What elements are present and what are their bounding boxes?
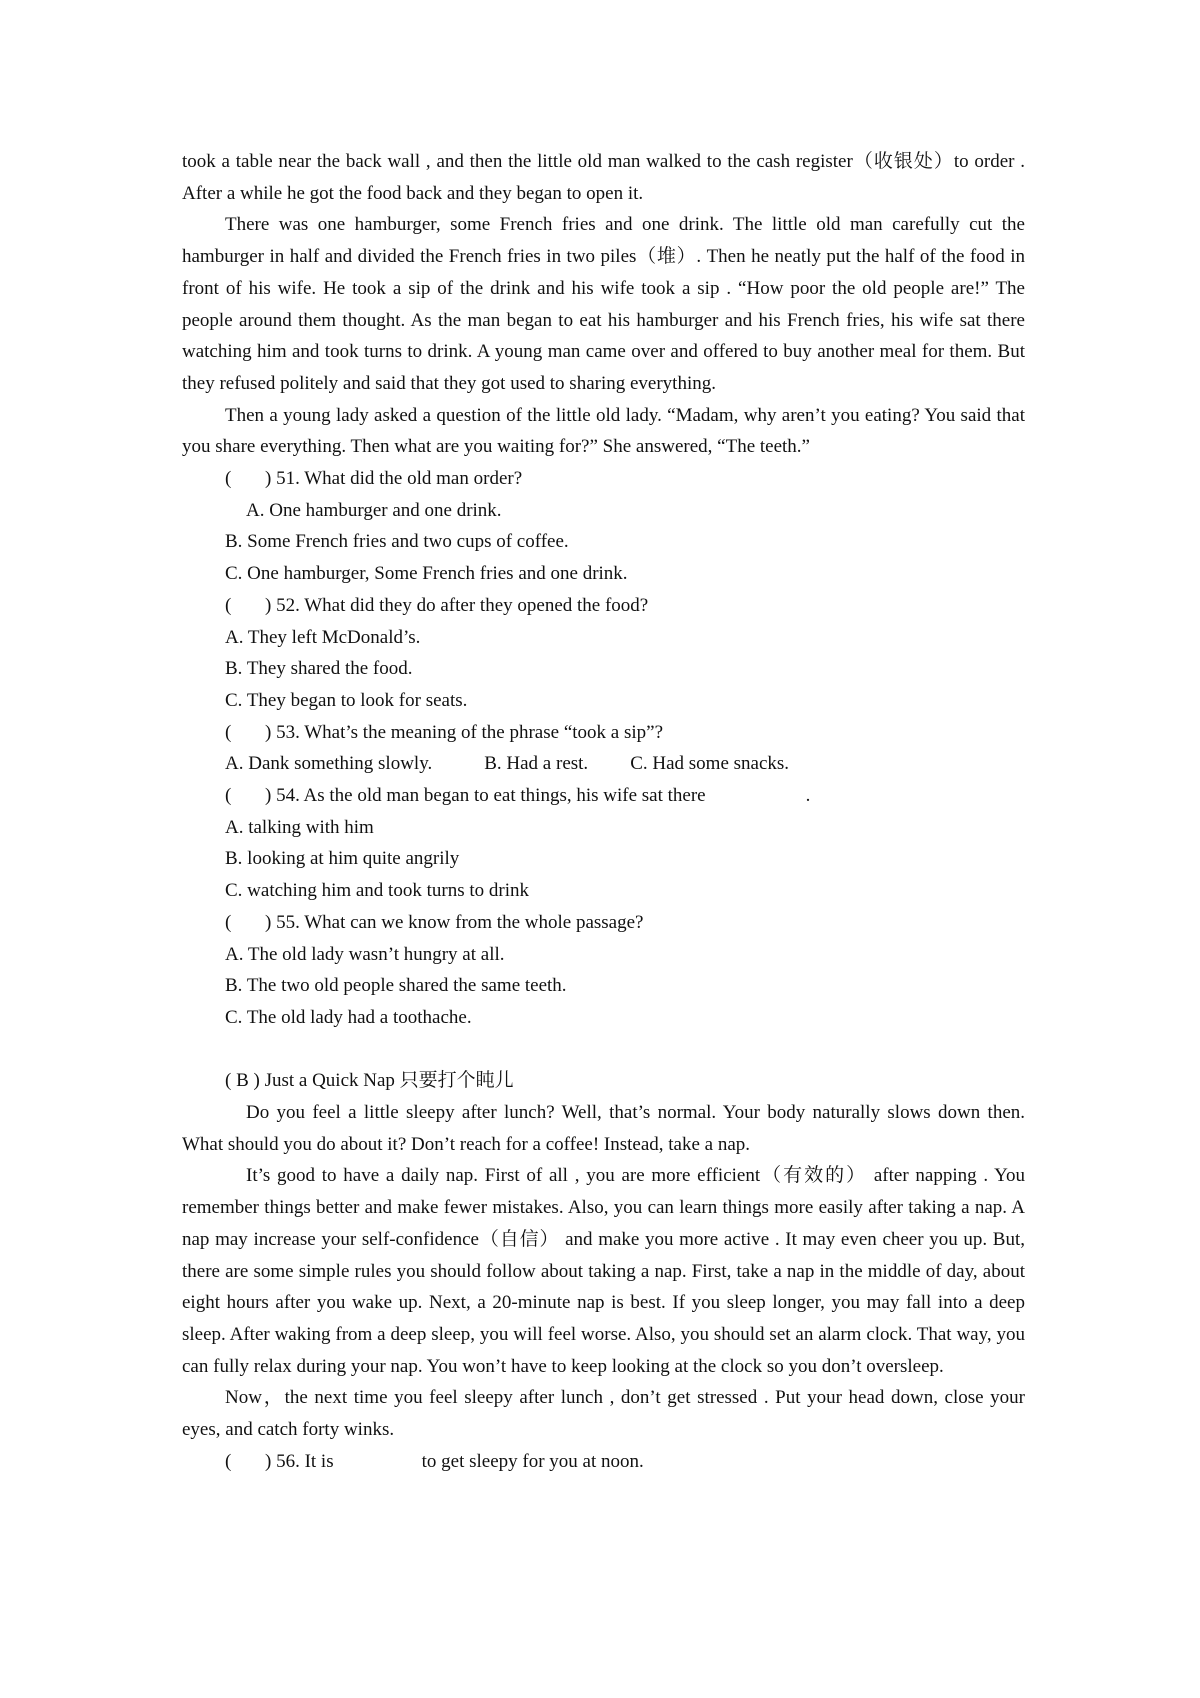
option-b: B. looking at him quite angrily — [225, 848, 460, 870]
option-c: C. One hamburger, Some French fries and one drink. — [225, 563, 628, 585]
stem-end: . — [805, 785, 811, 807]
passage-b-paragraph-2: It’s good to have a daily nap. First of all , you are more efficient（有效的） after napping . You remember things better and make fewer mistakes. Also, you can learn things more easily after taking a nap. A nap may increase your self-confidence（自信） and make you more active . It may even cheer you up. But, there are some simple rules you should follow about taking a nap. First, take a nap in the middle of day, about eight hours after you wake up. Next, a 20-minute nap is best. If you sleep longer, you may fall into a deep sleep. After waking from a deep sleep, you will feel worse. Also, you should set an alarm clock. That way, you can fully relax during your nap. You won’t have to keep looking at the clock so you don’t oversleep. — [182, 1165, 1025, 1377]
question-54 — [182, 780, 1025, 812]
question-55 — [182, 907, 1025, 939]
answer-bracket[interactable]: ( — [225, 594, 232, 616]
option-a: A. talking with him — [225, 816, 374, 838]
answer-bracket[interactable]: ( — [225, 468, 232, 490]
option-a: A. They left McDonald’s. — [225, 626, 421, 648]
question-stem: ) 52. What did they do after they opened the food? — [265, 594, 649, 616]
option-c: C. They began to look for seats. — [225, 689, 468, 711]
answer-bracket[interactable]: ( — [225, 721, 232, 743]
passage-b-title: ( B ) Just a Quick Nap 只要打个盹儿 — [225, 1070, 514, 1092]
options-row — [182, 748, 1025, 780]
option-b: B. Had a rest. — [484, 753, 589, 775]
passage-a-paragraph-2: There was one hamburger, some French fries and one drink. The little old man carefully cut the hamburger in half and divided the French fries in two piles（堆）. Then he neatly put the half of the food in front of his wife. He took a sip of the drink and his wife took a sip . “How poor the old people are!” The people around them thought. As the man began to eat his hamburger and his French fries, his wife sat there watching him and took turns to drink. A young man came over and offered to buy another meal for them. But they refused politely and said that they got used to sharing everything. — [182, 214, 1025, 394]
question-stem: ) 51. What did the old man order? — [265, 468, 523, 490]
passage-b-paragraph-1: Do you feel a little sleepy after lunch? Well, that’s normal. Your body naturally slows down then. What should you do about it? Don’t reach for a coffee! Instead, take a nap. — [182, 1102, 1025, 1155]
answer-bracket[interactable]: ( — [225, 1450, 232, 1472]
answer-bracket[interactable]: ( — [225, 785, 232, 807]
stem-end: to get sleepy for you at noon. — [421, 1450, 644, 1472]
question-stem: ) 55. What can we know from the whole passage? — [265, 911, 644, 933]
question-56 — [182, 1446, 1025, 1478]
passage-b-paragraph-3: Now，the next time you feel sleepy after lunch , don’t get stressed . Put your head down, close your eyes, and catch forty winks. — [182, 1387, 1025, 1441]
option-c: C. The old lady had a toothache. — [225, 1006, 472, 1028]
exam-page — [182, 146, 1025, 1478]
question-stem: ) 54. As the old man began to eat things, his wife sat there — [265, 785, 706, 807]
option-c: C. watching him and took turns to drink — [225, 880, 529, 902]
section-gap — [182, 1034, 1025, 1066]
question-stem: ) 56. It is — [265, 1450, 334, 1472]
option-a: A. Dank something slowly. — [225, 753, 433, 775]
answer-bracket[interactable]: ( — [225, 911, 232, 933]
passage-a-paragraph-3: Then a young lady asked a question of the little old lady. “Madam, why aren’t you eating? You said that you share everything. Then what are you waiting for?” She answered, “The teeth.” — [182, 404, 1025, 458]
question-53 — [182, 717, 1025, 749]
option-a: A. One hamburger and one drink. — [246, 499, 502, 521]
question-52 — [182, 590, 1025, 622]
option-c: C. Had some snacks. — [630, 753, 790, 775]
passage-a-paragraph-1: took a table near the back wall , and then the little old man walked to the cash register（收银处）to order . After a while he got the food back and they began to open it. — [182, 151, 1025, 204]
question-51 — [182, 463, 1025, 495]
option-b: B. Some French fries and two cups of coffee. — [225, 531, 569, 553]
option-b: B. The two old people shared the same teeth. — [225, 975, 567, 997]
question-stem: ) 53. What’s the meaning of the phrase “took a sip”? — [265, 721, 663, 743]
option-b: B. They shared the food. — [225, 658, 413, 680]
option-a: A. The old lady wasn’t hungry at all. — [225, 943, 505, 965]
